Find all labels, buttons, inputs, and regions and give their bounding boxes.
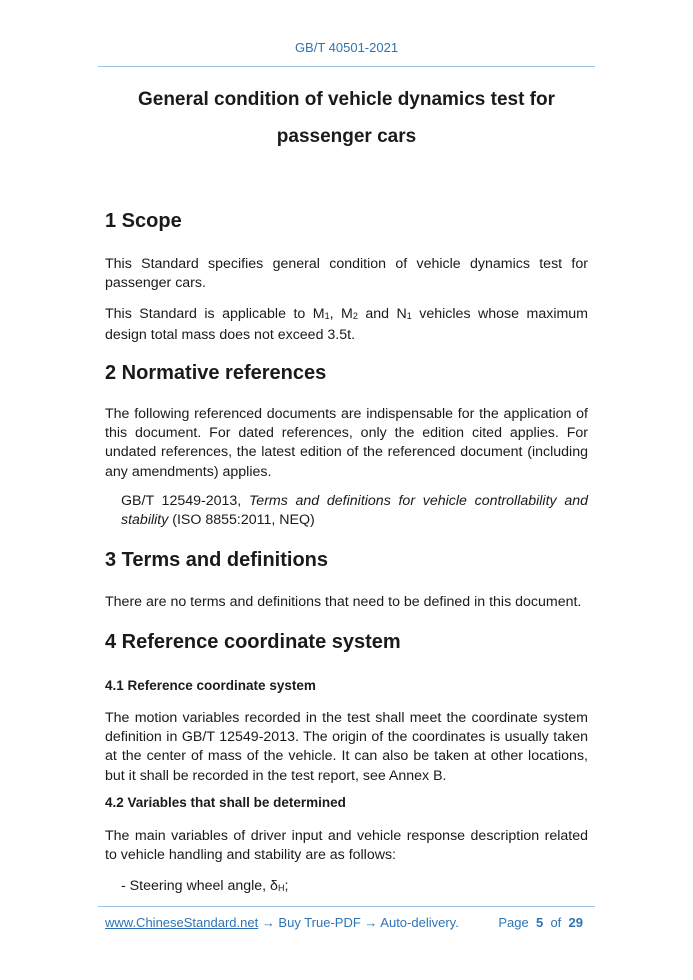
footer-rule — [98, 906, 595, 907]
scope-para-2: This Standard is applicable to $M_1$, $M_2$ and $N_1$ vehicles whose maximum design total mass does not exceed 3.5t. — [105, 306, 588, 344]
section-4-heading: 4 Reference coordinate system — [105, 631, 401, 653]
title-line-1: General condition of vehicle dynamics test for — [137, 89, 556, 110]
coordinate-para: The motion variables recorded in the test shall meet the coordinate system definition in GB/T 12549-2013. The origin of the coordinates is usually taken at the center of mass of the vehicle. It can also be taken at other locations, but it shall be recorded in the test report, see Annex B. — [105, 710, 588, 784]
subsection-4-1-heading: 4.1 Reference coordinate system — [105, 678, 316, 693]
reference-entry: GB/T 12549-2013, Terms and definitions for vehicle controllability and stability (ISO 8855:2011, NEQ) — [121, 493, 588, 529]
header-rule — [98, 66, 595, 67]
footer — [105, 915, 583, 930]
footer-promo-text: → Buy True-PDF → Auto-delivery. — [258, 915, 459, 930]
variable-list-item: - Steering wheel angle, $\delta_H$; — [121, 878, 289, 894]
terms-para: There are no terms and definitions that need to be defined in this document. — [105, 594, 582, 610]
page-indicator: Page 5 of 29 — [498, 915, 583, 930]
section-3-heading: 3 Terms and definitions — [105, 549, 328, 571]
scope-para-1: This Standard specifies general condition of vehicle dynamics test for passenger cars. — [105, 256, 588, 292]
section-1-heading: 1 Scope — [105, 210, 182, 232]
website-link[interactable]: www.ChineseStandard.net — [105, 915, 259, 930]
title-line-2: passenger cars — [276, 126, 417, 147]
header-doc-number: GB/T 40501-2021 — [294, 40, 399, 55]
section-2-heading: 2 Normative references — [105, 362, 327, 384]
variables-para: The main variables of driver input and vehicle response description related to vehicle handling and stability are as follows: — [105, 828, 588, 864]
subsection-4-2-heading: 4.2 Variables that shall be determined — [105, 795, 346, 810]
normative-para: The following referenced documents are indispensable for the application of this document. For dated references, only the edition cited applies. For undated references, the latest edition of the referenced document (including any amendments) applies. — [105, 406, 588, 480]
